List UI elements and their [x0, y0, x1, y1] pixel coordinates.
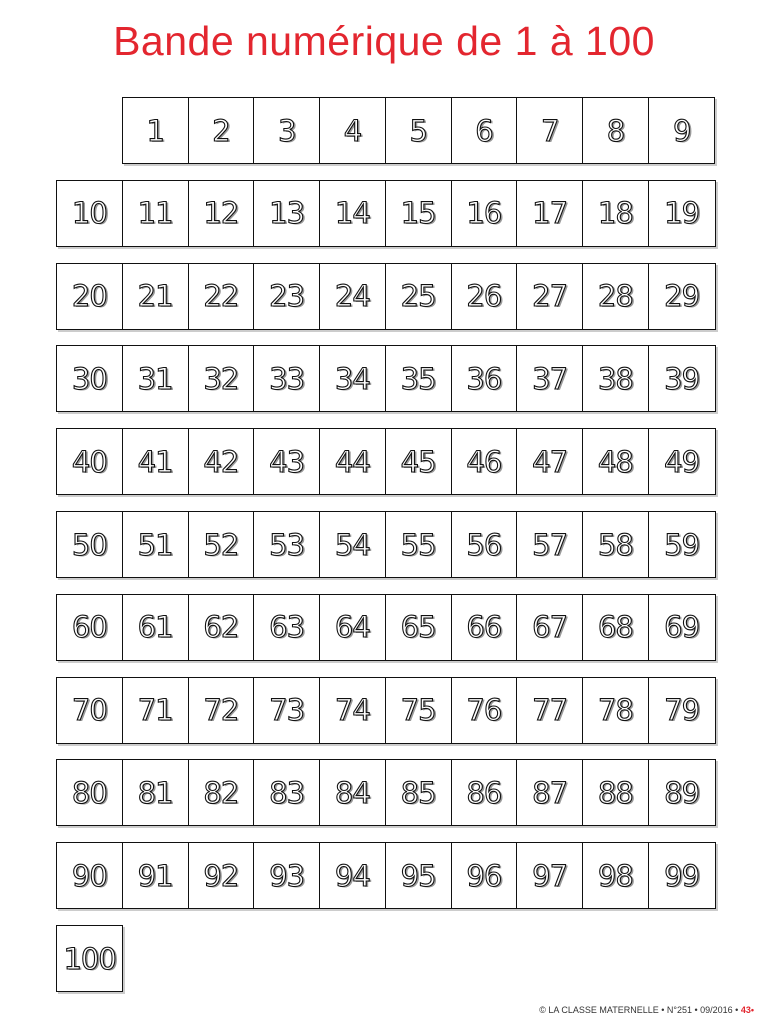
number-cell: 1	[123, 98, 189, 163]
number-cell: 23	[254, 264, 320, 329]
number-cell: 72	[189, 678, 255, 743]
number-cell: 25	[386, 264, 452, 329]
number-cell: 93	[254, 843, 320, 908]
number-cell: 8	[583, 98, 649, 163]
footer-credit: © LA CLASSE MATERNELLE • N°251 • 09/2016 •	[539, 1005, 741, 1015]
number-cell: 5	[386, 98, 452, 163]
number-cell: 12	[189, 181, 255, 246]
number-row	[122, 97, 716, 164]
number-cell: 27	[517, 264, 583, 329]
number-cell: 47	[517, 429, 583, 494]
footer	[539, 1005, 754, 1015]
number-cell: 45	[386, 429, 452, 494]
number-cell: 21	[123, 264, 189, 329]
number-cell: 76	[452, 678, 518, 743]
number-cell: 14	[320, 181, 386, 246]
number-cell: 87	[517, 760, 583, 825]
number-cell: 50	[57, 512, 123, 577]
number-cell: 84	[320, 760, 386, 825]
number-cell: 68	[583, 595, 649, 660]
number-cell: 66	[452, 595, 518, 660]
number-cell: 36	[452, 346, 518, 411]
number-cell: 29	[664, 279, 700, 314]
number-row	[56, 263, 716, 330]
number-cell: 16	[452, 181, 518, 246]
number-cell: 69	[664, 610, 700, 645]
number-row	[56, 180, 716, 247]
number-row	[56, 594, 716, 661]
number-cell: 54	[320, 512, 386, 577]
number-cell: 4	[320, 98, 386, 163]
number-cell: 33	[254, 346, 320, 411]
number-cell: 70	[57, 678, 123, 743]
number-cell: 41	[123, 429, 189, 494]
number-cell: 10	[57, 181, 123, 246]
number-cell: 90	[57, 843, 123, 908]
number-cell: 57	[517, 512, 583, 577]
number-cell: 99	[664, 858, 700, 893]
number-cell: 18	[583, 181, 649, 246]
number-cell: 31	[123, 346, 189, 411]
number-cell: 74	[320, 678, 386, 743]
number-cell: 63	[254, 595, 320, 660]
number-cell: 75	[386, 678, 452, 743]
number-cell: 44	[320, 429, 386, 494]
number-cell: 55	[386, 512, 452, 577]
number-cell: 37	[517, 346, 583, 411]
number-cell: 51	[123, 512, 189, 577]
number-row	[56, 345, 716, 412]
number-cell: 62	[189, 595, 255, 660]
number-cell: 80	[57, 760, 123, 825]
number-cell: 71	[123, 678, 189, 743]
number-cell: 64	[320, 595, 386, 660]
number-cell: 24	[320, 264, 386, 329]
number-cell: 43	[254, 429, 320, 494]
number-cell: 15	[386, 181, 452, 246]
number-cell: 91	[123, 843, 189, 908]
number-cell: 48	[583, 429, 649, 494]
number-cell: 46	[452, 429, 518, 494]
number-cell: 52	[189, 512, 255, 577]
number-cell: 83	[254, 760, 320, 825]
page-number: 43•	[740, 1005, 754, 1015]
number-cell: 22	[189, 264, 255, 329]
number-cell: 38	[583, 346, 649, 411]
number-cell: 81	[123, 760, 189, 825]
number-cell: 11	[123, 181, 189, 246]
number-cell: 94	[320, 843, 386, 908]
number-cell: 32	[189, 346, 255, 411]
number-cell: 65	[386, 595, 452, 660]
number-row	[56, 677, 716, 744]
number-cell: 85	[386, 760, 452, 825]
number-cell: 20	[57, 264, 123, 329]
number-cell: 28	[583, 264, 649, 329]
number-cell: 58	[583, 512, 649, 577]
number-cell: 98	[583, 843, 649, 908]
number-cell: 53	[254, 512, 320, 577]
number-cell: 13	[254, 181, 320, 246]
number-cell: 3	[254, 98, 320, 163]
number-cell: 40	[57, 429, 123, 494]
number-cell: 82	[189, 760, 255, 825]
number-cell: 19	[664, 196, 700, 231]
number-cell: 95	[386, 843, 452, 908]
number-cell: 59	[664, 527, 700, 562]
number-cell: 86	[452, 760, 518, 825]
number-cell: 30	[57, 346, 123, 411]
number-row	[56, 428, 716, 495]
number-cell: 77	[517, 678, 583, 743]
number-cell: 61	[123, 595, 189, 660]
number-row	[56, 511, 716, 578]
number-row	[56, 842, 716, 909]
number-cell: 35	[386, 346, 452, 411]
number-cell: 79	[664, 693, 700, 728]
number-cell: 67	[517, 595, 583, 660]
number-cell: 89	[664, 775, 700, 810]
number-cell: 60	[57, 595, 123, 660]
number-cell: 26	[452, 264, 518, 329]
number-cell: 100	[63, 941, 116, 976]
number-cell: 73	[254, 678, 320, 743]
number-cell: 7	[517, 98, 583, 163]
number-cell: 49	[664, 444, 700, 479]
number-cell: 9	[672, 113, 691, 148]
number-row	[56, 925, 123, 992]
number-cell: 88	[583, 760, 649, 825]
number-cell: 97	[517, 843, 583, 908]
number-cell: 39	[664, 361, 700, 396]
number-cell: 42	[189, 429, 255, 494]
number-cell: 56	[452, 512, 518, 577]
number-cell: 17	[517, 181, 583, 246]
page-title: Bande numérique de 1 à 100	[113, 18, 655, 64]
number-cell: 6	[452, 98, 518, 163]
number-cell: 96	[452, 843, 518, 908]
number-cell: 92	[189, 843, 255, 908]
number-cell: 34	[320, 346, 386, 411]
number-cell: 78	[583, 678, 649, 743]
number-cell: 2	[189, 98, 255, 163]
number-row	[56, 759, 716, 826]
